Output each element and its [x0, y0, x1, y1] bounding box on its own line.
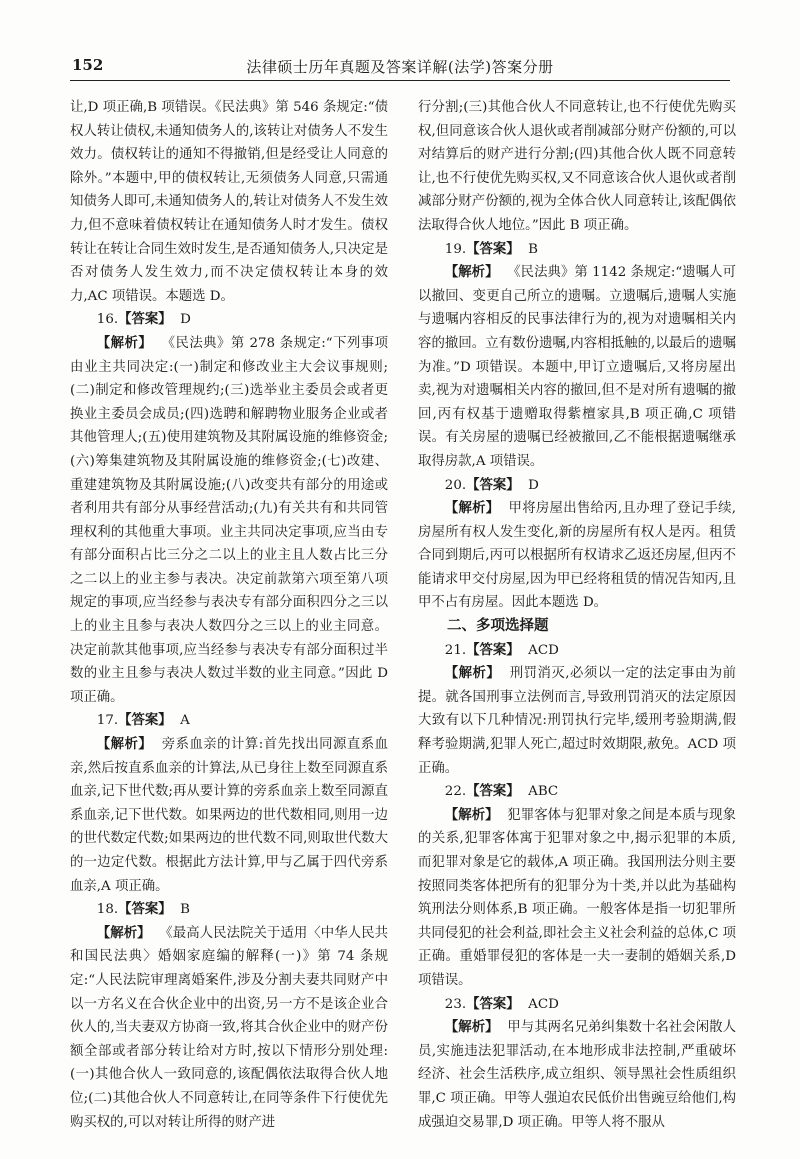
answer-line-19	[418, 238, 736, 262]
analysis-21	[418, 662, 736, 780]
answer-value: B	[180, 902, 191, 918]
analysis-label: 【解析】	[96, 736, 153, 753]
analysis-label: 【解析】	[444, 500, 500, 517]
analysis-label: 【解析】	[444, 1019, 499, 1036]
analysis-text: 旁系血亲的计算:首先找出同源直系血亲,然后按直系血亲的计算法,从已身往上数至同源直系血亲,记下世代数;再从要计算的旁系血亲上数至同源直系血亲,记下世代数。如果两边的世代数相同,则用一边的世代数定代数;如果两边的世代数不同,则取世代数大的一边定代数。根据此方法计算,甲与乙属于四代旁系血亲,A 项正确。	[70, 737, 389, 894]
analysis-22	[418, 804, 736, 993]
answer-label: 【答案】	[466, 641, 520, 658]
answer-label: 【答案】	[466, 995, 520, 1012]
analysis-text: 甲与其两名兄弟纠集数十名社会闲散人员,实施违法犯罪活动,在本地形成非法控制,严重破坏经济、社会生活秩序,成立组织、领导黑社会性质组织罪,C 项正确。甲等人强迫农民低价出售豌豆给他们,构成强迫交易罪,D 项正确。甲等人将不服从	[418, 1020, 737, 1130]
answer-label: 【答案】	[118, 901, 172, 918]
answer-line-22	[418, 780, 736, 804]
answer-line-16	[70, 308, 388, 332]
header-rule	[70, 80, 730, 81]
right-column	[418, 96, 736, 1134]
question-number: 17.	[96, 713, 119, 729]
continued-paragraph: 行分割;(三)其他合伙人不同意转让,也不行使优先购买权,但同意该合伙人退伙或者削减部分财产份额的,可以对结算后的财产进行分割;(四)其他合伙人既不同意转让,也不行使优先购买权,又不同意该合伙人退伙或者削减部分财产份额的,视为全体合伙人同意转让,该配偶依法取得合伙人地位。”因此 B 项正确。	[418, 100, 736, 233]
analysis-16	[70, 332, 388, 710]
running-title: 法律硕士历年真题及答案详解(法学)答案分册	[246, 58, 554, 76]
analysis-label: 【解析】	[444, 264, 499, 281]
analysis-label: 【解析】	[444, 806, 499, 823]
analysis-text: 犯罪客体与犯罪对象之间是本质与现象的关系,犯罪客体寓于犯罪对象之中,揭示犯罪的本质,而犯罪对象是它的载体,A 项正确。我国刑法分则主要按照同类客体把所有的犯罪分为十类,并以此为基础构筑刑法分则体系,B 项正确。一般客体是指一切犯罪所共同侵犯的社会利益,即社会主义社会利益的总体,C 项正确。重婚罪侵犯的客体是一夫一妻制的婚姻关系,D 项错误。	[418, 807, 737, 988]
answer-value: ABC	[528, 784, 559, 800]
analysis-text: 《最高人民法院关于适用〈中华人民共和国民法典〉婚姻家庭编的解释(一)》第 74 条规定:“人民法院审理离婚案件,涉及分割夫妻共同财产中以一方名义在合伙企业中的出资,另一方不是该企业合伙人的,当夫妻双方协商一致,将其合伙企业中的财产份额全部或者部分转让给对方时,按以下情形分别处理:(一)其他合伙人一致同意的,该配偶依法取得合伙人地位;(二)其他合伙人不同意转让,在同等条件下行使优先购买权的,可以对转让所得的财产进	[70, 925, 389, 1130]
analysis-text: 刑罚消灭,必须以一定的法定事由为前提。就各国刑事立法例而言,导致刑罚消灭的法定原因大致有以下几种情况:刑罚执行完毕,缓刑考验期满,假释考验期满,犯罪人死亡,超过时效期限,赦免。ACD 项正确。	[418, 666, 737, 776]
question-number: 18.	[96, 902, 119, 918]
answer-label: 【答案】	[118, 712, 172, 729]
analysis-label: 【解析】	[96, 334, 153, 351]
answer-line-23	[418, 993, 736, 1017]
answer-line-17	[70, 709, 388, 733]
analysis-19	[418, 261, 736, 473]
answer-value: ACD	[528, 642, 559, 658]
analysis-20	[418, 497, 736, 615]
answer-line-20	[418, 474, 736, 498]
answer-label: 【答案】	[466, 476, 520, 493]
page-header	[70, 52, 730, 78]
question-number: 22.	[444, 784, 467, 800]
answer-value: ACD	[528, 996, 559, 1012]
page-number: 152	[72, 56, 104, 74]
question-number: 21.	[444, 642, 467, 658]
left-column	[70, 96, 388, 1134]
answer-line-21	[418, 639, 736, 663]
question-number: 19.	[444, 241, 467, 257]
question-number: 16.	[96, 312, 119, 328]
continued-paragraph: 让,D 项正确,B 项错误。《民法典》第 546 条规定:“债权人转让债权,未通知债务人的,该转让对债务人不发生效力。债权转让的通知不得撤销,但是经受让人同意的除外。”本题中,甲的债权转让,无须债务人同意,只需通知债务人即可,未通知债务人的,转让对债务人不发生效力,但不意味着债权转让在通知债务人时才发生。债权转让在转让合同生效时发生,是否通知债务人,只决定是否对债务人发生效力,而不决定债权转让本身的效力,AC 项错误。本题选 D。	[70, 100, 388, 304]
question-number: 20.	[444, 477, 467, 493]
analysis-23	[418, 1016, 736, 1134]
answer-label: 【答案】	[118, 311, 172, 328]
answer-value: B	[528, 241, 539, 257]
analysis-label: 【解析】	[444, 665, 501, 682]
analysis-17	[70, 733, 388, 898]
answer-value: D	[180, 312, 191, 328]
analysis-label: 【解析】	[96, 924, 151, 941]
answer-value: A	[180, 713, 190, 729]
answer-label: 【答案】	[466, 783, 520, 800]
answer-value: D	[528, 477, 539, 493]
answer-line-18	[70, 898, 388, 922]
analysis-18	[70, 922, 388, 1134]
analysis-text: 《民法典》第 278 条规定:“下列事项由业主共同决定:(一)制定和修改业主大会议事规则;(二)制定和修改管理规约;(三)选举业主委员会或者更换业主委员会成员;(四)选聘和解聘物业服务企业或者其他管理人;(五)使用建筑物及其附属设施的维修资金;(六)筹集建筑物及其附属设施的维修资金;(七)改建、重建建筑物及其附属设施;(八)改变共有部分的用途或者利用共有部分从事经营活动;(九)有关共有和共同管理权利的其他重大事项。业主共同决定事项,应当由专有部分面积占比三分之二以上的业主且人数占比三分之二以上的业主参与表决。决定前款第六项至第八项规定的事项,应当经参与表决专有部分面积四分之三以上的业主且参与表决人数四分之三以上的业主同意。决定前款其他事项,应当经参与表决专有部分面积过半数的业主且参与表决人数过半数的业主同意。”因此 D 项正确。	[70, 335, 389, 705]
analysis-text: 《民法典》第 1142 条规定:“遗嘱人可以撤回、变更自己所立的遗嘱。立遗嘱后,遗嘱人实施与遗嘱内容相反的民事法律行为的,视为对遗嘱相关内容的撤回。立有数份遗嘱,内容相抵触的,以最后的遗嘱为准。”D 项错误。本题中,甲订立遗嘱后,又将房屋出卖,视为对遗嘱相关内容的撤回,但不是对所有遗嘱的撤回,丙有权基于遗赠取得紫檀家具,B 项正确,C 项错误。有关房屋的遗嘱已经被撤回,乙不能根据遗嘱继承取得房款,A 项错误。	[418, 265, 737, 469]
question-number: 23.	[444, 996, 467, 1012]
section-heading: 二、多项选择题	[447, 618, 549, 635]
analysis-text: 甲将房屋出售给丙,且办理了登记手续,房屋所有权人发生变化,新的房屋所有权人是丙。租赁合同到期后,丙可以根据所有权请求乙返还房屋,但丙不能请求甲交付房屋,因为甲已经将租赁的情况告知丙,且甲不占有房屋。因此本题选 D。	[418, 501, 737, 611]
answer-label: 【答案】	[466, 240, 520, 257]
